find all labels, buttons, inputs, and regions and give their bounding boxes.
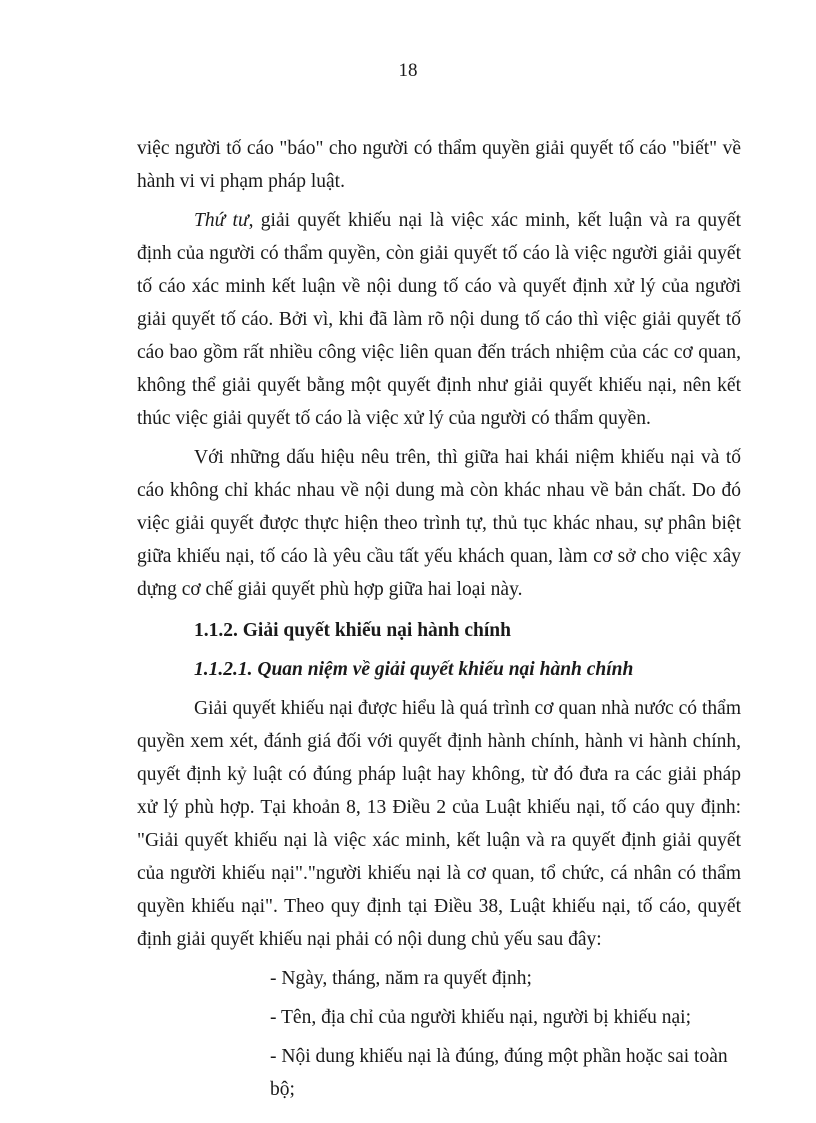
list-item: - Nội dung khiếu nại là đúng, đúng một phần hoặc sai toàn bộ; (270, 1046, 728, 1100)
subsection-heading: 1.1.2.1. Quan niệm về giải quyết khiếu nại hành chính (194, 659, 634, 680)
paragraph-dau-hieu: Với những dấu hiệu nêu trên, thì giữa hai khái niệm khiếu nại và tố cáo không chỉ khác nhau về nội dung mà còn khác nhau về bản chất. Do đó việc giải quyết được thực hiện theo trình tự, thủ tục khác nhau, sự phân biệt giữa khiếu nại, tố cáo là yêu cầu tất yếu khách quan, làm cơ sở cho việc xây dựng cơ chế giải quyết phù hợp giữa hai loại này. (137, 447, 741, 600)
document-body (137, 132, 741, 1112)
list-item: - Tên, địa chỉ của người khiếu nại, người bị khiếu nại; (270, 1007, 692, 1028)
paragraph-continuation: việc người tố cáo "báo" cho người có thẩm quyền giải quyết tố cáo "biết" về hành vi vi phạm pháp luật. (137, 138, 741, 192)
paragraph-thu-tu (137, 204, 741, 435)
paragraph-quan-niem: Giải quyết khiếu nại được hiểu là quá trình cơ quan nhà nước có thẩm quyền xem xét, đánh giá đối với quyết định hành chính, hành vi hành chính, quyết định kỷ luật có đúng pháp luật hay không, từ đó đưa ra các giải pháp xử lý phù hợp. Tại khoản 8, 13 Điều 2 của Luật khiếu nại, tố cáo quy định: "Giải quyết khiếu nại là việc xác minh, kết luận và ra quyết định giải quyết của người khiếu nại"."người khiếu nại là cơ quan, tổ chức, cá nhân có thẩm quyền khiếu nại". Theo quy định tại Điều 38, Luật khiếu nại, tố cáo, quyết định giải quyết khiếu nại phải có nội dung chủ yếu sau đây: (137, 698, 741, 950)
paragraph-lead-italic: Thứ tư (194, 210, 249, 231)
paragraph-body: , giải quyết khiếu nại là việc xác minh, kết luận và ra quyết định của người có thẩm quyền, còn giải quyết tố cáo là việc người giải quyết tố cáo xác minh kết luận về nội dung tố cáo và quyết định xử lý của người giải quyết tố cáo. Bởi vì, khi đã làm rõ nội dung tố cáo thì việc giải quyết tố cáo bao gồm rất nhiều công việc liên quan đến trách nhiệm của các cơ quan, không thể giải quyết bằng một quyết định như giải quyết khiếu nại, nên kết thúc việc giải quyết tố cáo là việc xử lý của người có thẩm quyền. (137, 210, 741, 429)
section-heading: 1.1.2. Giải quyết khiếu nại hành chính (194, 620, 511, 641)
page-number: 18 (398, 60, 418, 81)
list-item: - Ngày, tháng, năm ra quyết định; (270, 968, 532, 989)
